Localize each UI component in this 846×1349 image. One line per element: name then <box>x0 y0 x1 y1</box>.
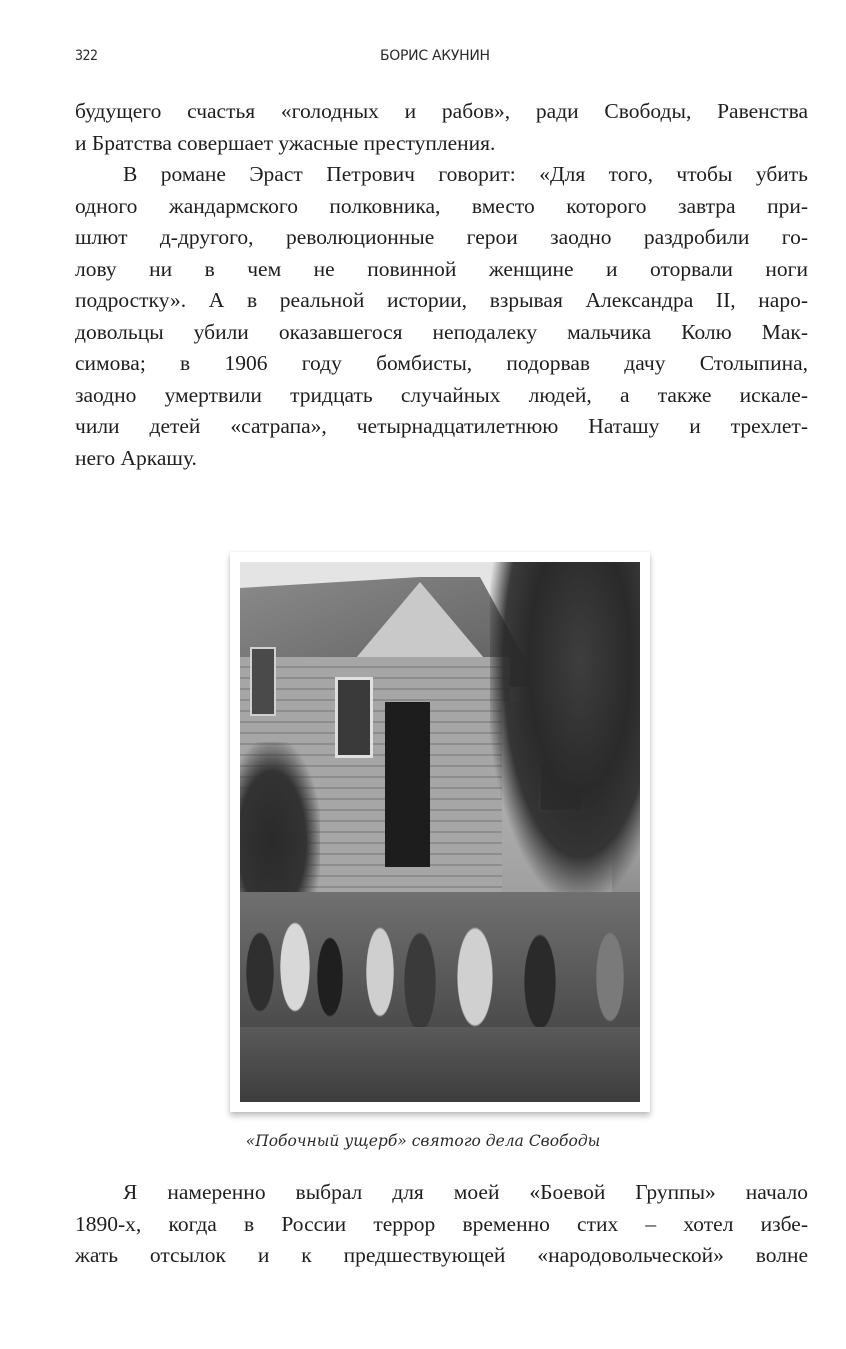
text-line: него Аркашу. <box>75 445 197 470</box>
page-header <box>75 48 806 70</box>
photo-crowd <box>240 892 640 1032</box>
paragraph <box>75 159 808 474</box>
page-number: 322 <box>75 48 98 64</box>
photo-window <box>335 677 373 758</box>
body-text <box>75 1177 808 1272</box>
figure-caption: «Побочный ущерб» святого дела Свободы <box>245 1132 601 1150</box>
running-title: БОРИС АКУНИН <box>380 48 490 64</box>
text-line: будущего счастья «голодных и рабов», ради Свободы, Равенства <box>75 99 808 123</box>
text-line: одного жандармского полковника, вместо которого завтра при- <box>75 193 808 218</box>
text-line: жать отсылок и к предшествующей «народовольческой» волне <box>75 1243 808 1267</box>
text-line: симова; в 1906 году бомбисты, подорвав дачу Столыпина, <box>75 351 808 375</box>
text-line: и Братства совершает ужасные преступления. <box>75 130 496 155</box>
text-line: лову ни в чем не повинной женщине и оторвали ноги <box>75 256 808 281</box>
paragraph <box>75 1177 808 1272</box>
text-line: чили детей «сатрапа», четырнадцатилетнюю Наташу и трехлет- <box>75 414 808 438</box>
text-line: довольцы убили оказавшегося неподалеку мальчика Колю Мак- <box>75 319 808 344</box>
text-line: шлют д-другого, революционные герои заодно раздробили го- <box>75 225 808 249</box>
body-text <box>75 96 808 474</box>
historical-photo <box>240 562 640 1102</box>
text-line: подростку». А в реальной истории, взрывая Александра II, наро- <box>75 288 808 312</box>
photo-ground <box>240 1027 640 1102</box>
photo-blast-breach <box>385 702 430 867</box>
photo-window <box>250 647 276 716</box>
text-line: Я намеренно выбрал для моей «Боевой Группы» начало <box>123 1180 808 1204</box>
text-line: заодно умертвили тридцать случайных людей, а также искале- <box>75 382 808 407</box>
text-line: 1890-х, когда в России террор временно стих – хотел избе- <box>75 1211 808 1236</box>
paragraph-continuation <box>75 96 808 159</box>
figure-photo-frame <box>230 552 650 1112</box>
photo-trees <box>490 562 640 892</box>
text-line: В романе Эраст Петрович говорит: «Для того, чтобы убить <box>123 162 808 186</box>
